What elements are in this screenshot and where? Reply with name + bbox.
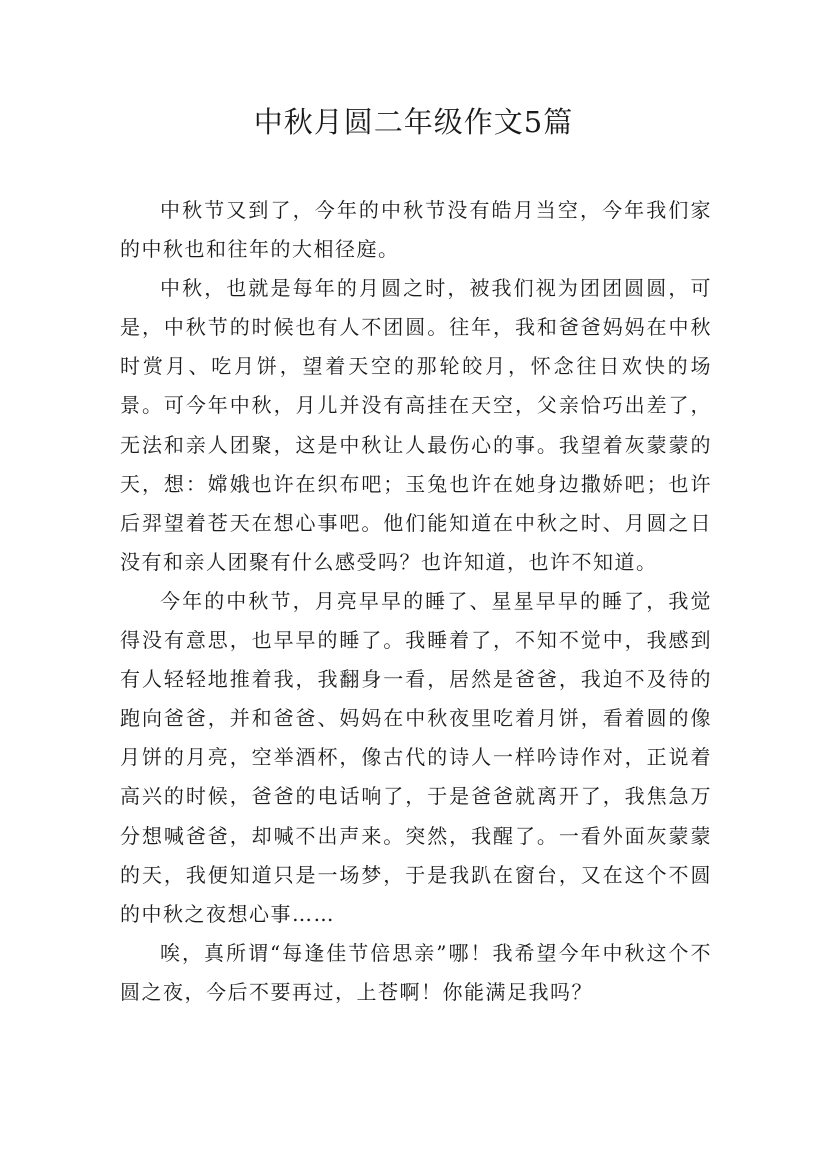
paragraph: 中秋，也就是每年的月圆之时，被我们视为团团圆圆，可是，中秋节的时候也有人不团圆。往年，我和爸爸妈妈在中秋时赏月、吃月饼，望着天空的那轮皎月，怀念往日欢快的场景。可今年中秋，月儿并没有高挂在天空，父亲恰巧出差了，无法和亲人团聚，这是中秋让人最伤心的事。我望着灰蒙蒙的天，想：嫦娥也许在织布吧；玉兔也许在她身边撒娇吧；也许后羿望着苍天在想心事吧。他们能知道在中秋之时、月圆之日没有和亲人团聚有什么感受吗？也许知道，也许不知道。 bbox=[120, 276, 712, 574]
paragraph: 唉，真所谓“每逢佳节倍思亲”哪！我希望今年中秋这个不圆之夜，今后不要再过，上苍啊！你能满足我吗？ bbox=[120, 940, 712, 1004]
paragraph: 今年的中秋节，月亮早早的睡了、星星早早的睡了，我觉得没有意思，也早早的睡了。我睡着了，不知不觉中，我感到有人轻轻地推着我，我翻身一看，居然是爸爸，我迫不及待的跑向爸爸，并和爸爸、妈妈在中秋夜里吃着月饼，看着圆的像月饼的月亮，空举酒杯，像古代的诗人一样吟诗作对，正说着高兴的时候，爸爸的电话响了，于是爸爸就离开了，我焦急万分想喊爸爸，却喊不出声来。突然，我醒了。一看外面灰蒙蒙的天，我便知道只是一场梦，于是我趴在窗台，又在这个不圆的中秋之夜想心事…… bbox=[120, 588, 712, 926]
document-title: 中秋月圆二年级作文5篇 bbox=[253, 105, 574, 139]
document-body bbox=[120, 191, 712, 1012]
paragraph: 中秋节又到了，今年的中秋节没有皓月当空，今年我们家的中秋也和往年的大相径庭。 bbox=[120, 198, 712, 262]
